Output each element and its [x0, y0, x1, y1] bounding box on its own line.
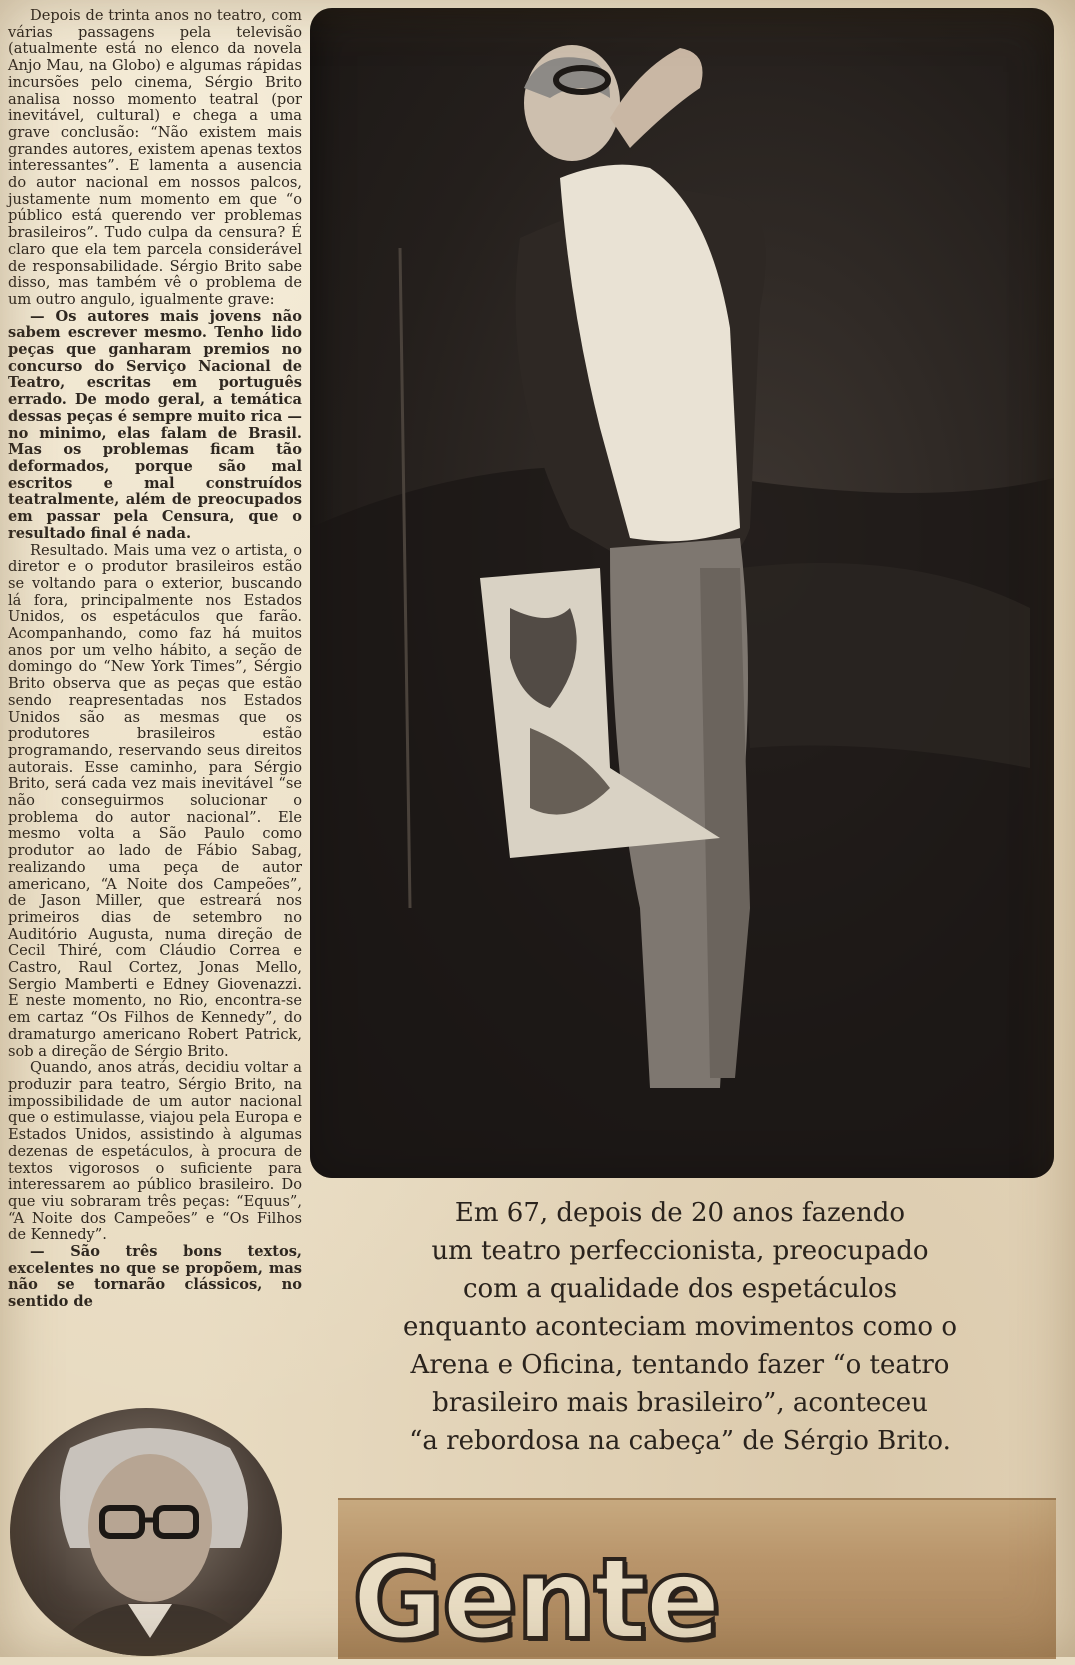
photo-illustration	[310, 8, 1054, 1178]
main-photo	[310, 8, 1054, 1178]
article-paragraph-2: — Os autores mais jovens não sabem escrever mesmo. Tenho lido peças que ganharam premios no concurso do Serviço Nacional de Teatro, escritas em português errado. De modo geral, a temática dessas peças é sempre muito rica — no minimo, elas falam de Brasil. Mas os problemas ficam tão deformados, porque são mal escritos e mal construídos teatralmente, além de preocupados em passar pela Censura, que o resultado final é nada.	[8, 307, 302, 542]
article-paragraph-4: Quando, anos atrás, decidiu voltar a produzir para teatro, Sérgio Brito, na impossibilidade de um autor nacional que o estimulasse, viajou pela Europa e Estados Unidos, assistindo à algumas dezenas de espetáculos, à procura de textos vigorosos o suficiente para interessarem ao público brasileiro. Do que viu sobraram três peças: “Equus”, “A Noite dos Campeões” e “Os Filhos de Kennedy”.	[8, 1059, 302, 1244]
caption-line: Em 67, depois de 20 anos fazendo	[454, 1198, 906, 1228]
section-title: Gente	[352, 1535, 720, 1665]
article-paragraph-1: Depois de trinta anos no teatro, com várias passagens pela televisão (atualmente está no elenco da novela Anjo Mau, na Globo) e algumas rápidas incursões pelo cinema, Sérgio Brito analisa nosso momento teatral (por inevitável, cultural) e chega a uma grave conclusão: “Não existem mais grandes autores, existem apenas textos interessantes”. E lamenta a ausencia do autor nacional em nossos palcos, justamente num momento em que “o público está querendo ver problemas brasileiros”. Tudo culpa da censura? É claro que ela tem parcela considerável de responsabilidade. Sérgio Brito sabe disso, mas também vê o problema de um outro angulo, igualmente grave:	[8, 7, 302, 308]
caption-line: brasileiro mais brasileiro”, aconteceu	[432, 1388, 928, 1418]
portrait-photo	[10, 1408, 282, 1656]
article-paragraph-3: Resultado. Mais uma vez o artista, o diretor e o produtor brasileiros estão se voltando para o exterior, buscando lá fora, principalmente nos Estados Unidos, os espetáculos que farão. Acompanhando, como faz há muitos anos por um velho hábito, a seção de domingo do “New York Times”, Sérgio Brito observa que as peças que estão sendo reapresentadas nos Estados Unidos são as mesmas que os produtores brasileiros estão programando, reservando seus direitos autorais. Esse caminho, para Sérgio Brito, será cada vez mais inevitável “se não conseguirmos solucionar o problema do autor nacional”. Ele mesmo volta a São Paulo como produtor ao lado de Fábio Sabag, realizando uma peça de autor americano, “A Noite dos Campeões”, de Jason Miller, que estreará nos primeiros dias de setembro no Auditório Augusta, numa direção de Cecil Thiré, com Cláudio Correa e Castro, Raul Cortez, Jonas Mello, Sergio Mamberti e Edney Giovenazzi. E neste momento, no Rio, encontra-se em cartaz “Os Filhos de Kennedy”, do dramaturgo americano Robert Patrick, sob a direção de Sérgio Brito.	[8, 541, 302, 1060]
portrait-illustration	[10, 1408, 282, 1656]
photo-caption	[330, 1194, 1030, 1460]
article-paragraph-5: — São três bons textos, excelentes no que se propõem, mas não se tornarão clássicos, no sentido de	[8, 1243, 302, 1311]
caption-line: “a rebordosa na cabeça” de Sérgio Brito.	[409, 1426, 951, 1456]
caption-line: um teatro perfeccionista, preocupado	[431, 1236, 929, 1266]
caption-line: Arena e Oficina, tentando fazer “o teatro	[410, 1350, 950, 1380]
caption-line: enquanto aconteciam movimentos como o	[403, 1312, 957, 1342]
article-column	[8, 8, 302, 1311]
caption-line: com a qualidade dos espetáculos	[462, 1274, 898, 1304]
